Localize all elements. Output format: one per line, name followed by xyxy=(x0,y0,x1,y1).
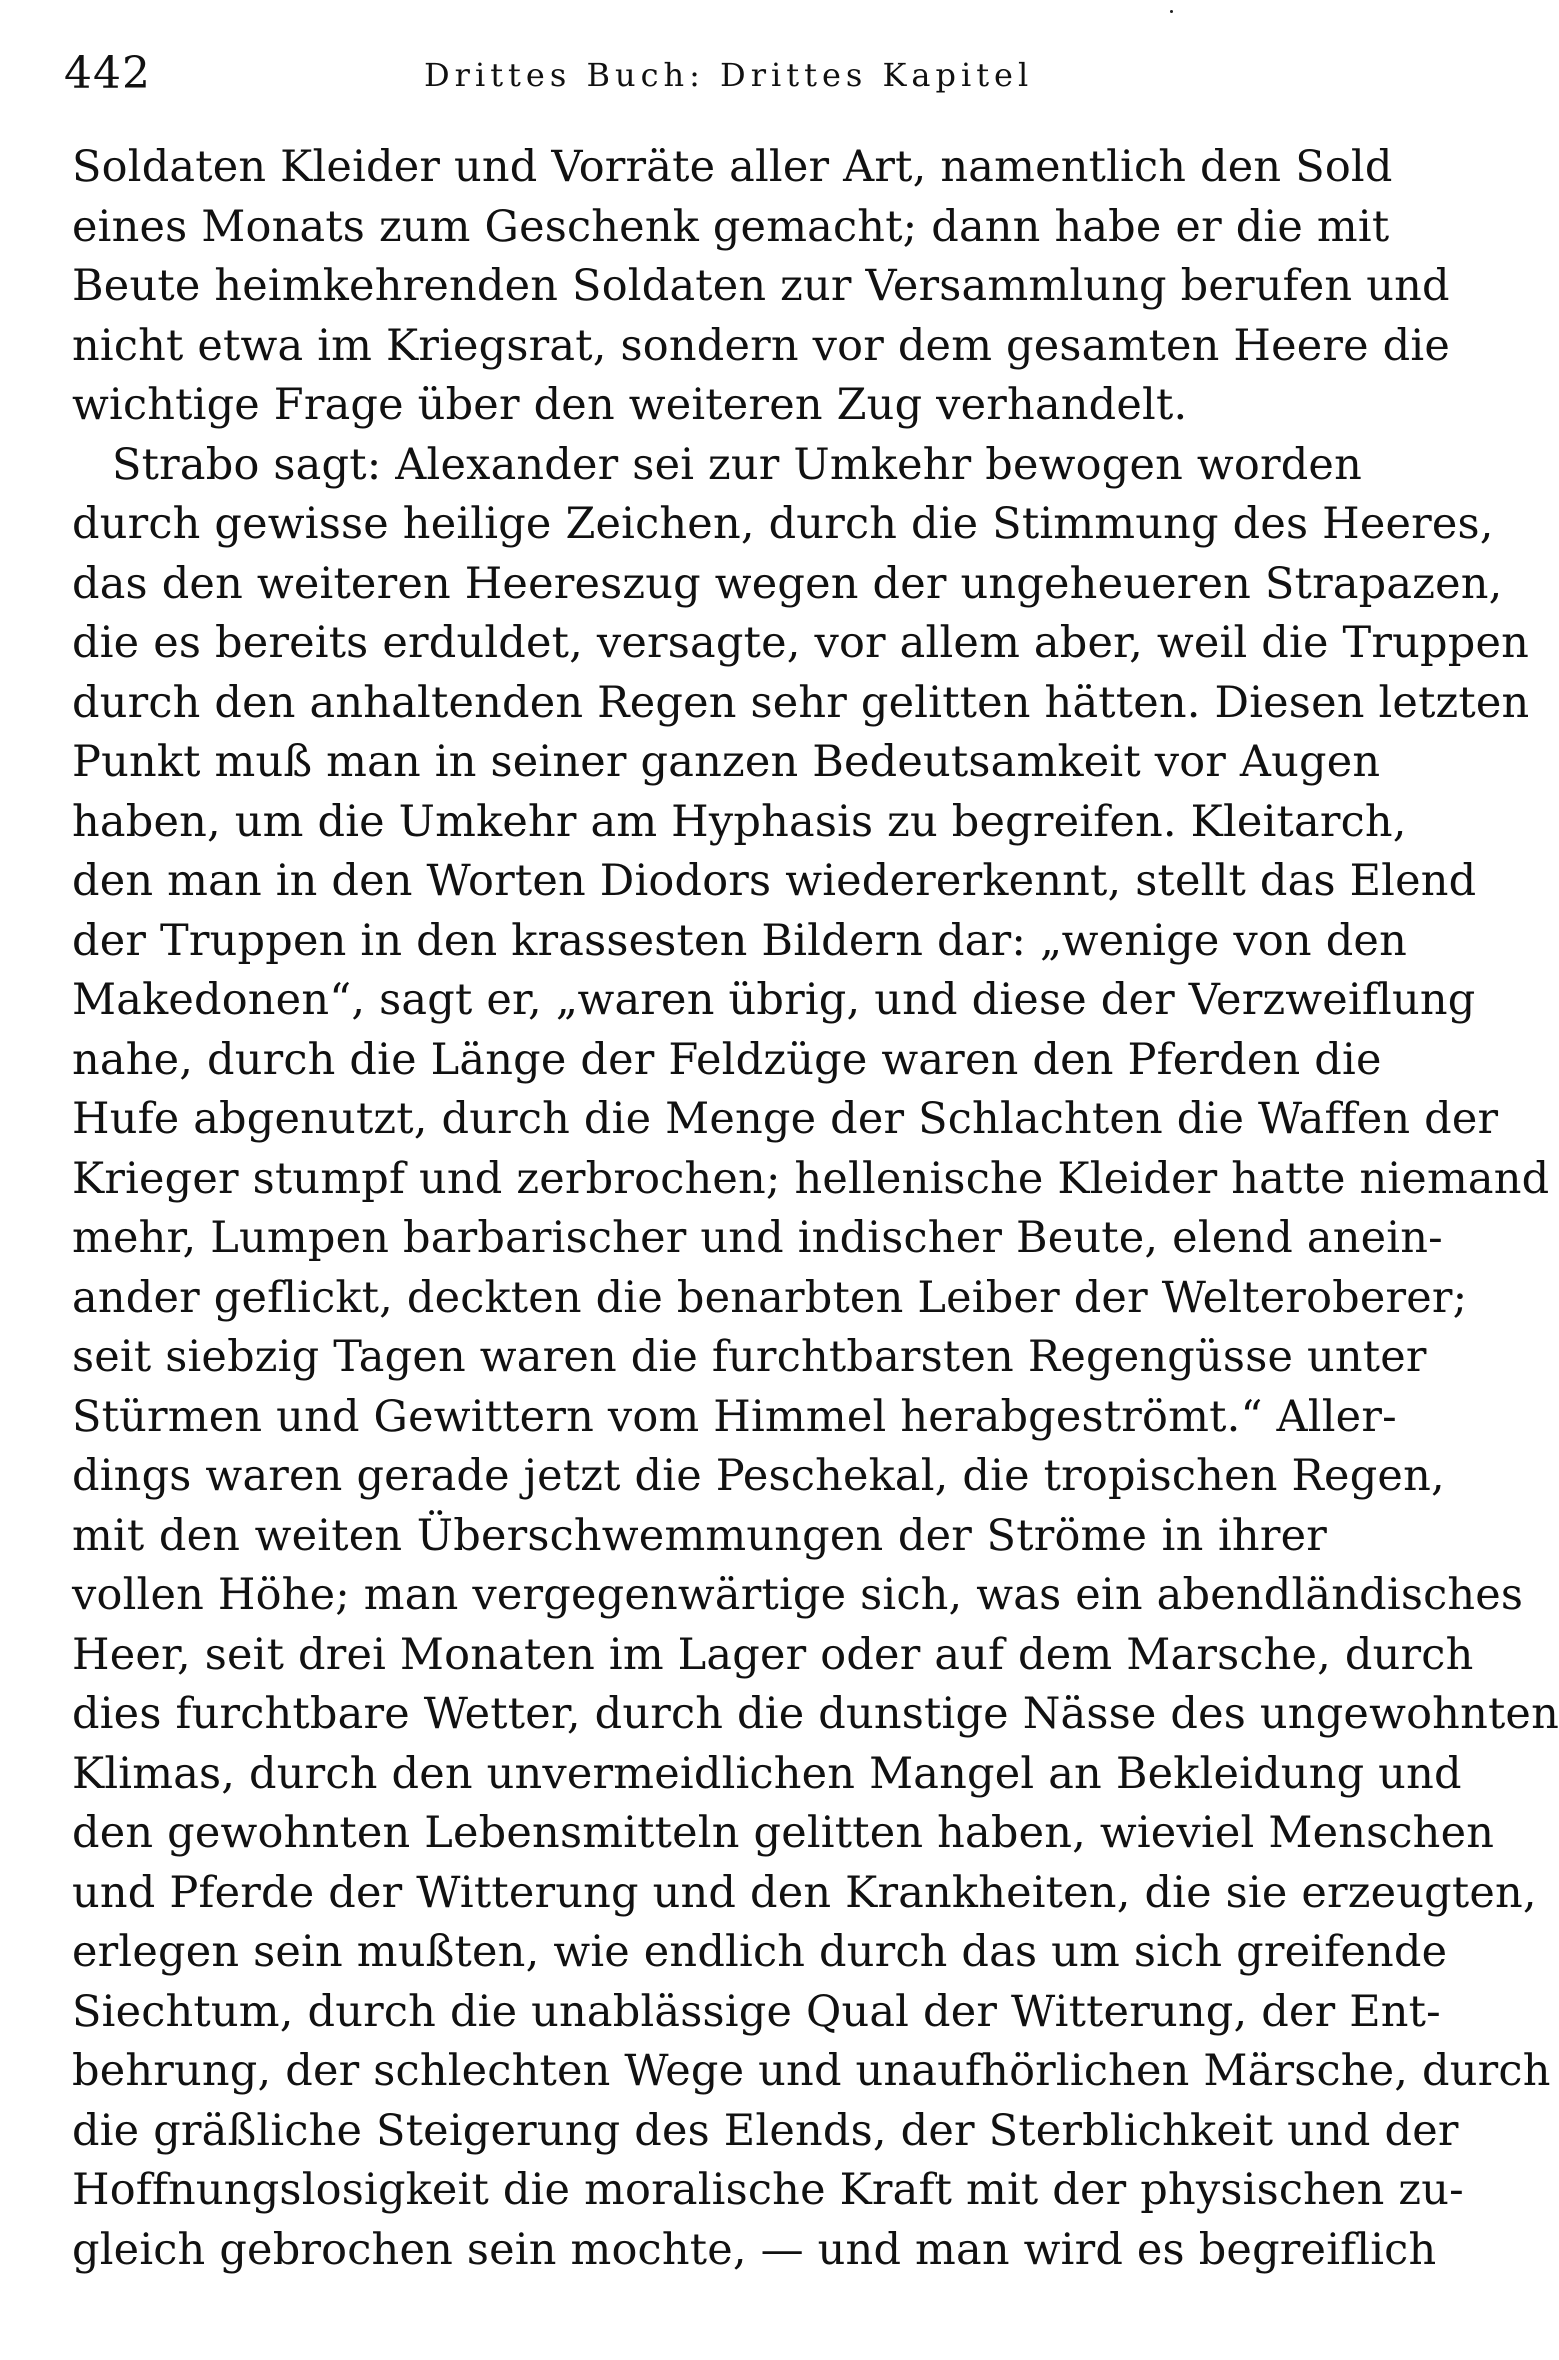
text-line: Beute heimkehrenden Soldaten zur Versammlung berufen und xyxy=(72,261,1450,311)
running-head: Drittes Buch: Drittes Kapitel xyxy=(424,56,1034,94)
text-line: Klimas, durch den unvermeidlichen Mangel an Bekleidung und xyxy=(72,1748,1462,1799)
text-line: und Pferde der Witterung und den Krankheiten, die sie erzeugten, xyxy=(72,1867,1537,1918)
text-line: Makedonen“, sagt er, „waren übrig, und diese der Verzweiflung xyxy=(72,975,1476,1025)
text-line: den man in den Worten Diodors wiedererkennt, stellt das Elend xyxy=(72,856,1477,906)
text-line: den gewohnten Lebensmitteln gelitten haben, wieviel Menschen xyxy=(72,1808,1495,1858)
text-line: Siechtum, durch die unablässige Qual der Witterung, der Ent- xyxy=(72,1986,1441,2037)
text-line: behrung, der schlechten Wege und unaufhörlichen Märsche, durch xyxy=(72,2046,1551,2096)
page-header xyxy=(64,48,1334,108)
text-line: Soldaten Kleider und Vorräte aller Art, namentlich den Sold xyxy=(72,142,1393,192)
text-line: nicht etwa im Kriegsrat, sondern vor dem gesamten Heere die xyxy=(72,320,1450,371)
stray-print-mark xyxy=(1170,10,1173,13)
text-line: Hufe abgenutzt, durch die Menge der Schlachten die Waffen der xyxy=(72,1094,1499,1144)
text-line: mehr, Lumpen barbarischer und indischer Beute, elend anein- xyxy=(72,1213,1443,1263)
text-line: erlegen sein mußten, wie endlich durch das um sich greifende xyxy=(72,1927,1448,1977)
page-number: 442 xyxy=(64,48,151,99)
text-line: Heer, seit drei Monaten im Lager oder auf dem Marsche, durch xyxy=(72,1629,1474,1680)
text-line: Krieger stumpf und zerbrochen; hellenische Kleider hatte niemand xyxy=(72,1153,1550,1204)
text-line: ander geflickt, deckten die benarbten Leiber der Welteroberer; xyxy=(72,1272,1468,1323)
text-line: haben, um die Umkehr am Hyphasis zu begreifen. Kleitarch, xyxy=(72,796,1407,847)
text-line: durch gewisse heilige Zeichen, durch die Stimmung des Heeres, xyxy=(72,499,1494,549)
text-line: dings waren gerade jetzt die Peschekal, die tropischen Regen, xyxy=(72,1451,1445,1501)
text-line: die gräßliche Steigerung des Elends, der Sterblichkeit und der xyxy=(72,2105,1459,2156)
text-line: die es bereits erduldet, versagte, vor allem aber, weil die Truppen xyxy=(72,618,1530,668)
text-line: Punkt muß man in seiner ganzen Bedeutsamkeit vor Augen xyxy=(72,737,1381,787)
text-line: mit den weiten Überschwemmungen der Ströme in ihrer xyxy=(72,1510,1327,1561)
text-line: Stürmen und Gewittern vom Himmel herabgeströmt.“ Aller- xyxy=(72,1391,1397,1442)
text-line: nahe, durch die Länge der Feldzüge waren den Pferden die xyxy=(72,1034,1382,1085)
text-line: gleich gebrochen sein mochte, — und man wird es begreiflich xyxy=(72,2224,1437,2275)
text-line: der Truppen in den krassesten Bildern dar: „wenige von den xyxy=(72,915,1407,966)
text-line: vollen Höhe; man vergegenwärtige sich, was ein abendländisches xyxy=(72,1570,1524,1620)
text-line: eines Monats zum Geschenk gemacht; dann habe er die mit xyxy=(72,201,1390,252)
text-line: durch den anhaltenden Regen sehr gelitten hätten. Diesen letzten xyxy=(72,677,1530,728)
text-line: das den weiteren Heereszug wegen der ungeheueren Strapazen, xyxy=(72,558,1503,609)
body-text xyxy=(72,138,1559,2280)
paragraph-first-line: Strabo sagt: Alexander sei zur Umkehr bewogen worden xyxy=(112,439,1362,490)
text-line: seit siebzig Tagen waren die furchtbarsten Regengüsse unter xyxy=(72,1332,1427,1382)
text-line: dies furchtbare Wetter, durch die dunstige Nässe des ungewohnten xyxy=(72,1689,1559,1739)
text-line: Hoffnungslosigkeit die moralische Kraft mit der physischen zu- xyxy=(72,2165,1464,2215)
text-line: wichtige Frage über den weiteren Zug verhandelt. xyxy=(72,380,1188,430)
